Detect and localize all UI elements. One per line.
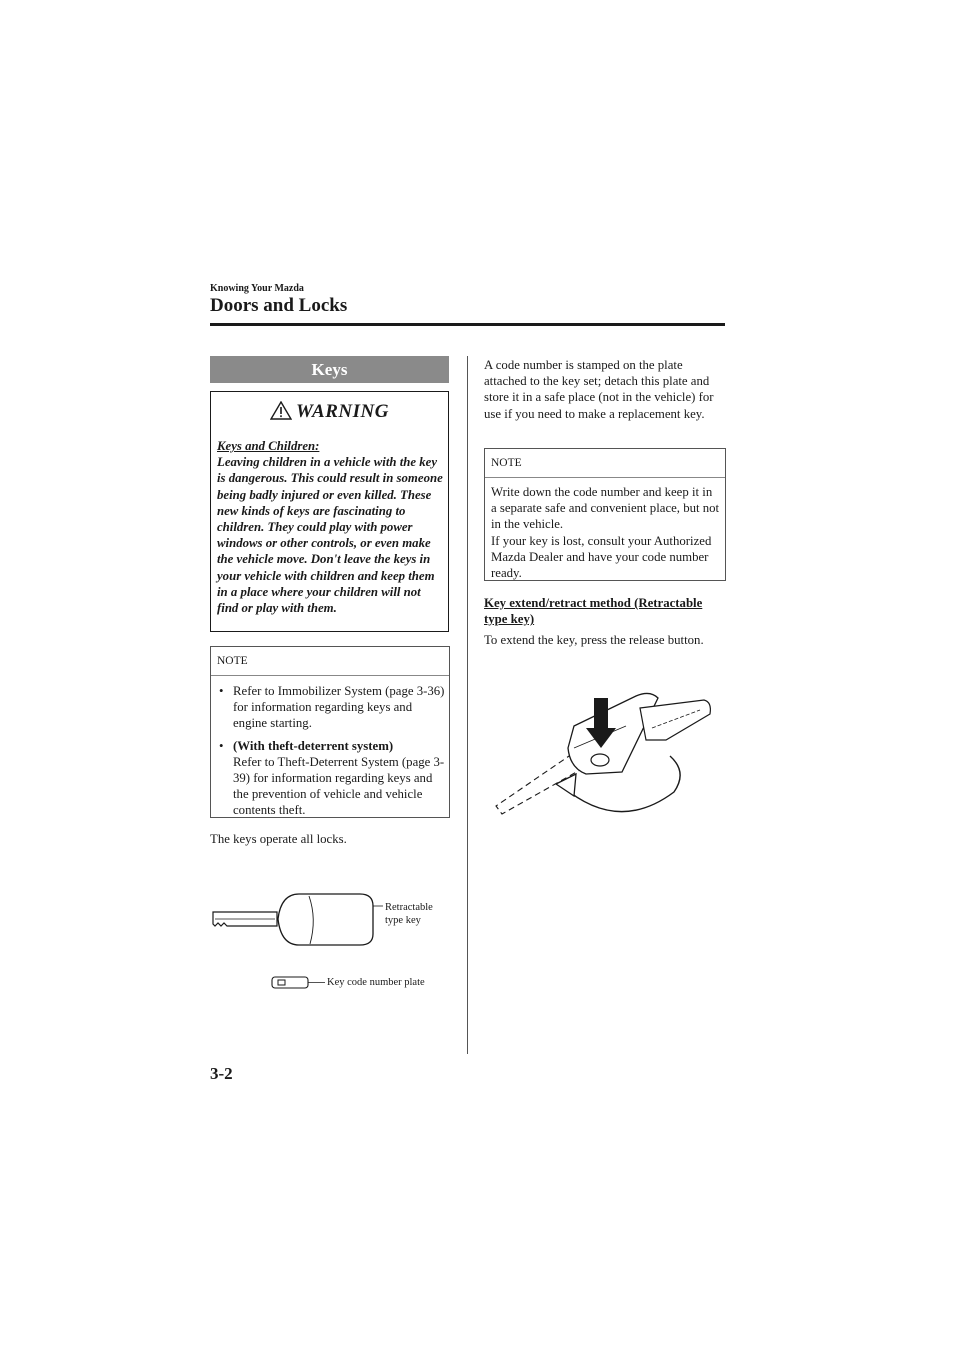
warning-triangle-icon [270,401,292,420]
bullet-icon: • [219,684,224,698]
warning-body [217,438,444,616]
note-header: NOTE [211,647,449,676]
retractable-key-label [385,901,433,927]
key-code-plate-icon [270,975,326,991]
warning-header [211,401,448,423]
warning-text: Leaving children in a vehicle with the key is dangerous. This could result in someone being badly injured or even killed. These new kinds of keys are fascinating to children. They could play with power windows or other controls, or even make the vehicle move. Don't leave the keys in your vehicle with children and keep them in a place where your children will not find or play with them. [217,455,443,616]
retractable-label-line2: type key [385,915,421,926]
note-item-bold: (With theft-deterrent system) [233,738,394,753]
warning-box [210,391,449,632]
note-line-1: Write down the code number and keep it in a separate safe and convenient place, but not in the vehicle. [491,485,720,532]
note-item-text: Refer to Immobilizer System (page 3-36) for information regarding keys and engine starting. [233,684,445,731]
key-extend-illustration [490,688,720,824]
note-item [217,683,445,732]
retractable-label-line1: Retractable [385,902,433,913]
warning-title: Keys and Children: [217,439,320,453]
page-number: 3-2 [210,1064,233,1083]
keys-operate-text: The keys operate all locks. [210,832,347,846]
note-line-2: If your key is lost, consult your Authorized Mazda Dealer and have your code number ready. [491,533,712,581]
note-box-code-number [484,448,726,581]
retractable-key-illustration [205,888,385,950]
note-header: NOTE [485,449,725,478]
bullet-icon: • [219,738,224,753]
note-item-text: Refer to Theft-Deterrent System (page 3-39) for information regarding keys and the prevention of vehicle and vehicle contents theft. [233,754,445,818]
warning-label: WARNING [296,401,389,422]
code-number-paragraph: A code number is stamped on the plate attached to the key set; detach this plate and store it in a safe place (not in the vehicle) for use if you need to make a replacement key. [484,358,714,421]
column-divider [467,356,468,1054]
note-body [491,484,721,581]
header-rule [210,323,725,326]
keys-section-band: Keys [210,356,449,383]
key-code-plate-label: Key code number plate [327,977,425,988]
extend-retract-heading: Key extend/retract method (Retractable type key) [484,596,703,627]
note-box-immobilizer [210,646,450,818]
chapter-label: Knowing Your Mazda [210,283,304,294]
section-title: Doors and Locks [210,295,348,316]
note-list [217,683,445,825]
extend-instruction-text: To extend the key, press the release button. [484,633,704,647]
note-item [217,738,445,819]
